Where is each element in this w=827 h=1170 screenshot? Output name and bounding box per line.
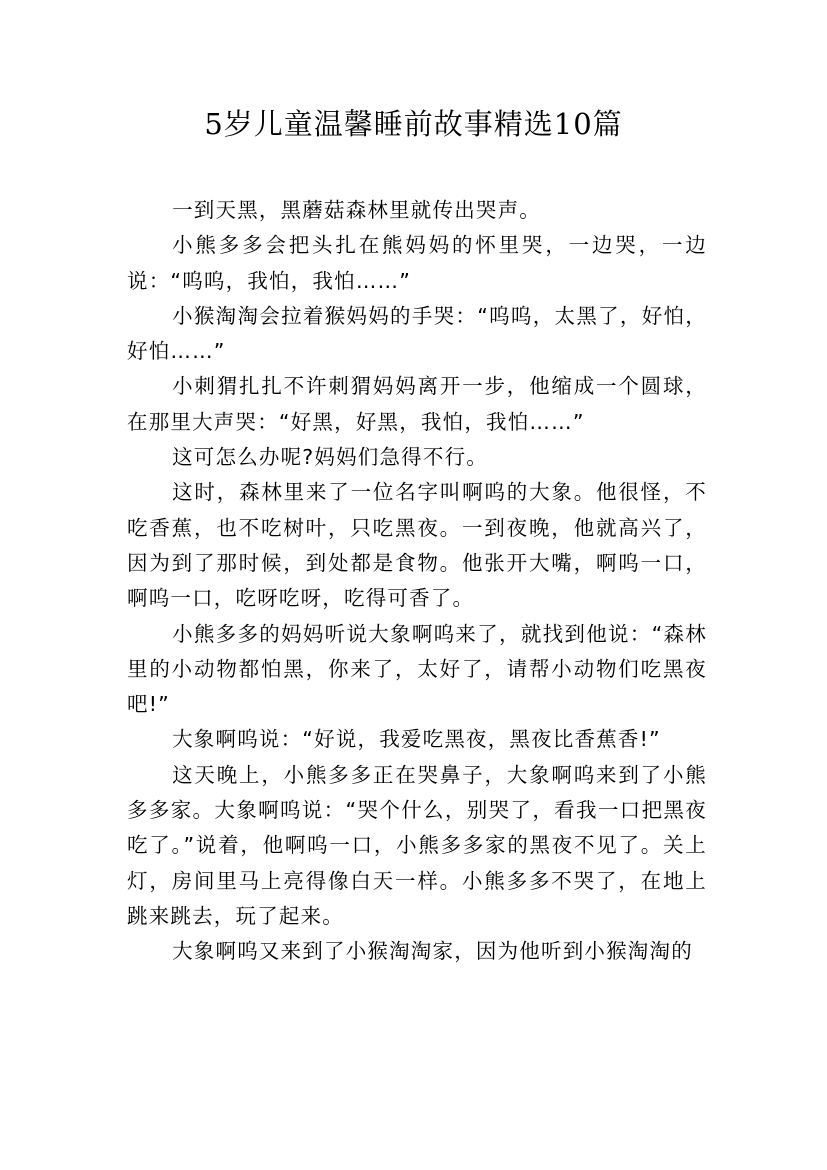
paragraph-9: 这天晚上，小熊多多正在哭鼻子，大象啊呜来到了小熊多多家。大象啊呜说：“哭个什么，别哭了，看我一口把黑夜吃了。”说着，他啊呜一口，小熊多多家的黑夜不见了。关上灯，房间里马上亮得像白天一样。小熊多多不哭了，在地上跳来跳去，玩了起来。 [127, 762, 707, 928]
paragraph-1: 一到天黑，黑蘑菇森林里就传出哭声。 [172, 198, 541, 222]
paragraph-2: 小熊多多会把头扎在熊妈妈的怀里哭，一边哭，一边说：“呜呜，我怕，我怕……” [127, 233, 707, 293]
paragraph-6: 这时，森林里来了一位名字叫啊呜的大象。他很怪，不吃香蕉，也不吃树叶，只吃黑夜。一到夜晚，他就高兴了，因为到了那时候，到处都是食物。他张开大嘴，啊呜一口，啊呜一口，吃呀吃呀，吃得可香了。 [127, 480, 707, 611]
paragraph-5: 这可怎么办呢?妈妈们急得不行。 [172, 445, 488, 470]
paragraph-7: 小熊多多的妈妈听说大象啊呜来了，就找到他说：“森林里的小动物都怕黑，你来了，太好了，请帮小动物们吃黑夜吧!” [127, 621, 707, 717]
document-title: 5岁儿童温馨睡前故事精选10篇 [204, 107, 623, 141]
paragraph-4: 小刺猬扎扎不许刺猬妈妈离开一步，他缩成一个圆球，在那里大声哭：“好黑，好黑，我怕，我怕……” [127, 374, 707, 434]
story-body [127, 193, 707, 970]
paragraph-3: 小猴淘淘会拉着猴妈妈的手哭：“呜呜，太黑了，好怕，好怕……” [127, 303, 707, 364]
paragraph-10: 大象啊呜又来到了小猴淘淘家，因为他听到小猴淘淘的 [172, 939, 693, 964]
paragraph-8: 大象啊呜说：“好说，我爱吃黑夜，黑夜比香蕉香!” [172, 727, 661, 752]
